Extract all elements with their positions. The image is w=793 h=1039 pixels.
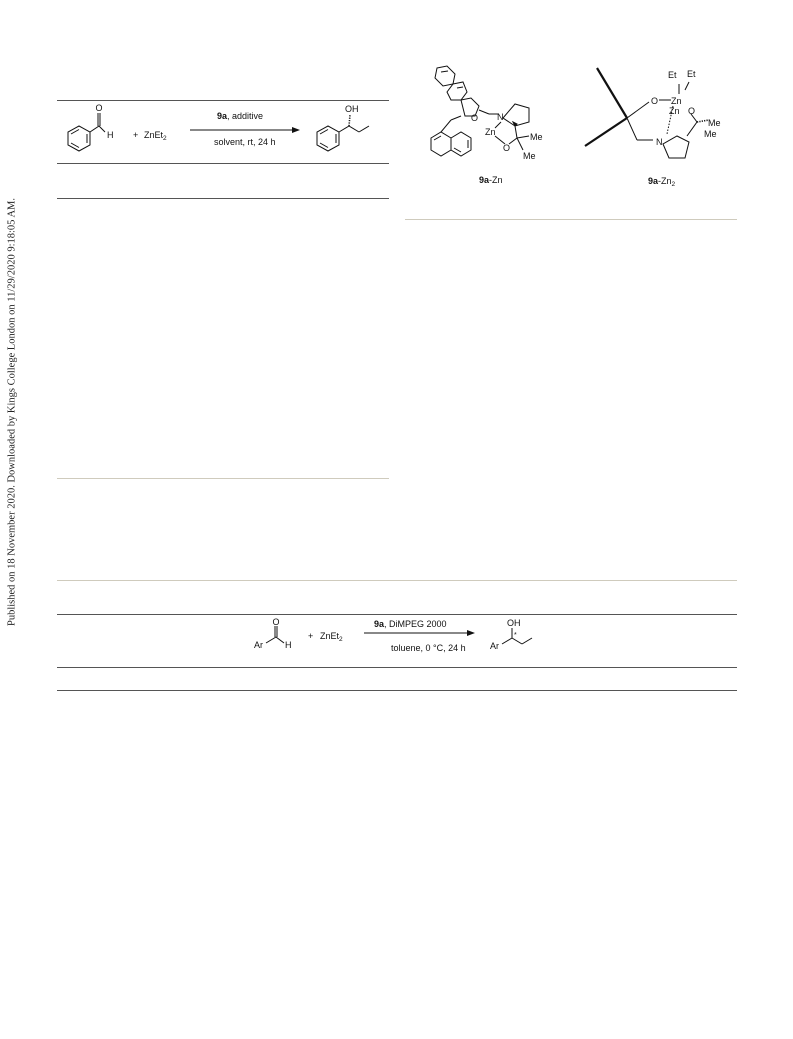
atom-o-right-1: O — [651, 96, 659, 106]
scheme1-bottom-rule — [57, 163, 389, 164]
caption-9a-zn2: $9a-Zn_2$ — [648, 176, 676, 188]
product-structure — [317, 115, 369, 151]
aldehyde2-o-label: O — [272, 617, 280, 627]
aryl-alcohol-structure — [502, 628, 532, 644]
caption-9a-zn: 9a-Zn — [479, 175, 503, 185]
figure-bottom-rule — [405, 219, 737, 220]
download-note — [0, 0, 22, 1039]
table2-top-light-rule — [57, 580, 737, 581]
aldehyde2-h-label: H — [285, 640, 292, 650]
plus-sign: + — [133, 130, 139, 140]
scheme2-bottom-rule — [57, 667, 737, 668]
atom-n-right: N — [656, 137, 663, 147]
atom-o-ether: O — [471, 113, 479, 123]
atom-o-left: O — [503, 143, 511, 153]
download-note-text: Published on 18 November 2020. Downloaded by Kings College London on 11/29/2020 9:18:05 AM. — [6, 197, 18, 627]
arrow-conditions-bottom: solvent, rt, 24 h — [214, 137, 276, 147]
scheme2-top-rule — [57, 614, 737, 615]
stereocenter-mark: * — [514, 632, 517, 639]
plus-sign-2: + — [308, 631, 314, 641]
atom-zn-left: Zn — [485, 127, 496, 137]
aryl-aldehyde-structure — [266, 626, 284, 643]
arrow2-conditions-top: 9a, DiMPEG 2000 — [374, 619, 447, 629]
benzaldehyde-structure — [68, 113, 105, 151]
scheme1-reaction — [57, 100, 389, 163]
atom-n-left: N — [497, 112, 504, 122]
table1-bottom-rule — [57, 478, 389, 479]
methyl-left-2: Me — [523, 151, 536, 161]
atom-zn-right-2: Zn — [669, 106, 680, 116]
zinc-complex-structures — [405, 60, 740, 195]
aryl-label: Ar — [254, 640, 263, 650]
product-oh-label: OH — [345, 104, 359, 114]
diethylzinc-label: ZnEt$_2$ — [144, 130, 167, 142]
complex-9a-zn — [431, 66, 529, 156]
product2-aryl-label: Ar — [490, 641, 499, 651]
atom-zn-right-1: Zn — [671, 96, 682, 106]
scheme2-reaction — [250, 616, 550, 666]
methyl-left-1: Me — [530, 132, 543, 142]
reaction-arrow-head-2 — [467, 630, 475, 636]
product2-oh-label: OH — [507, 618, 521, 628]
methyl-right-1: Me — [708, 118, 721, 128]
ethyl-2: Et — [687, 69, 696, 79]
arrow-conditions-top: 9a, additive — [217, 111, 264, 121]
methyl-right-2: Me — [704, 129, 717, 139]
aldehyde-h-label: H — [107, 130, 114, 140]
table1-top-rule — [57, 198, 389, 199]
table2-header-rule — [57, 690, 737, 691]
reaction-arrow-head — [292, 127, 300, 133]
diethylzinc-label-2: ZnEt$_2$ — [320, 631, 343, 643]
aldehyde-o-label: O — [95, 103, 103, 113]
arrow2-conditions-bottom: toluene, 0 °C, 24 h — [391, 643, 466, 653]
atom-o-right-2: O — [688, 106, 696, 116]
ethyl-1: Et — [668, 70, 677, 80]
